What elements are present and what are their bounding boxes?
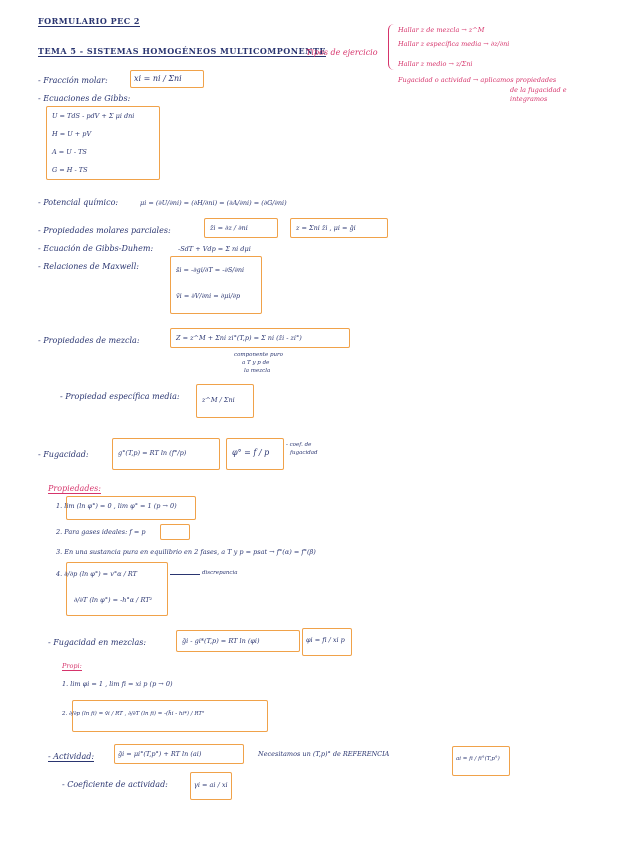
mixing-note-2: a T y p de: [242, 360, 270, 366]
gibbs-duhem-label: - Ecuación de Gibbs-Duhem:: [38, 244, 154, 253]
fugacity-note-1: - coef. de: [286, 442, 312, 448]
maxwell-eq-2: v̄i = ∂V/∂ni = ∂μi/∂p: [176, 292, 241, 300]
exercise-type-3: Hallar z medio → z/Σni: [398, 60, 473, 68]
exercise-type-4-cont: de la fugacidad e: [510, 86, 567, 94]
maxwell-box: [170, 256, 262, 314]
chemical-potential-label: - Potencial químico:: [38, 198, 119, 207]
partial-molar-formula-1: z̄i = ∂z / ∂ni: [210, 224, 248, 232]
exercise-type-1: Hallar z de mezcla → z^M: [398, 26, 485, 34]
partial-molar-label: - Propiedades molares parciales:: [38, 226, 171, 235]
gibbs-label: - Ecuaciones de Gibbs:: [38, 94, 131, 103]
mixture-fugacity-formula-1: ḡi - gi*(T,p) = RT ln (φi): [182, 637, 260, 645]
specific-property-formula: z^M / Σni: [202, 396, 235, 404]
activity-coefficient-label: - Coeficiente de actividad:: [62, 780, 168, 789]
document-title: FORMULARIO PEC 2: [38, 16, 140, 26]
gibbs-duhem-formula: -SdT + Vdp = Σ ni dμi: [178, 245, 251, 253]
mole-fraction-label: - Fracción molar:: [38, 76, 108, 85]
gibbs-eq-h: H = U + pV: [52, 130, 92, 138]
mole-fraction-formula: xi = ni / Σni: [134, 74, 182, 83]
activity-note: Necesitamos un (T,p)° de REFERENCIA: [258, 750, 390, 758]
mixing-note-3: la mezcla: [244, 368, 271, 374]
fugacity-note-2: fugacidad: [290, 450, 318, 456]
propi-1: 1. lim φi = 1 , lim fi = xi p (p → 0): [62, 680, 173, 688]
fugacity-label: - Fugacidad:: [38, 450, 89, 459]
mixing-note-1: componente puro: [234, 352, 283, 358]
property-4b: ∂/∂T (ln φ°) = -h°α / RT²: [74, 596, 153, 604]
maxwell-label: - Relaciones de Maxwell:: [38, 262, 139, 271]
property-2-box: [160, 524, 190, 540]
activity-coefficient-formula: γi = ai / xi: [194, 781, 228, 789]
activity-label: - Actividad:: [48, 752, 95, 761]
properties-heading: Propiedades:: [48, 484, 101, 493]
exercise-types-label: Tipos de ejercicio: [306, 48, 378, 57]
exercise-type-4: Fugacidad o actividad → aplicamos propiedades: [398, 76, 557, 84]
specific-property-label: - Propiedad específica media:: [60, 392, 180, 401]
exercise-type-2: Hallar z específica media → ∂z/∂ni: [398, 40, 510, 48]
topic-heading: TEMA 5 - SISTEMAS HOMOGÉNEOS MULTICOMPONENTE: [38, 46, 326, 56]
gibbs-eq-g: G = H - TS: [52, 166, 88, 174]
propi-2: 2. ∂/∂p (ln fi) = v̄i / RT , ∂/∂T (ln fi) = -(h̄i - hi*) / RT²: [62, 711, 205, 717]
mixing-properties-label: - Propiedades de mezcla:: [38, 336, 140, 345]
mixture-fugacity-formula-2: φi = fi / xi p: [306, 636, 345, 644]
property-1: 1. lim (ln φ°) = 0 , lim φ° = 1 (p → 0): [56, 502, 177, 510]
gibbs-eq-a: A = U - TS: [52, 148, 87, 156]
property-2: 2. Para gases ideales: f = p: [56, 528, 146, 536]
activity-formula-1: ḡi = μi°(T,p°) + RT ln (ai): [118, 750, 202, 758]
mixing-properties-formula: Z = z^M + Σni zi°(T,p) = Σ ni (z̄i - zi°): [176, 334, 302, 342]
activity-formula-2: ai = fi / fi°(T,p°): [456, 756, 500, 762]
property-4a-note: discrepancia: [202, 570, 238, 576]
exercise-types-brace: [388, 24, 394, 70]
propi-heading: Propi:: [62, 662, 82, 670]
property-4a: 4. ∂/∂p (ln φ°) = v°α / RT: [56, 570, 137, 578]
fugacity-formula-2: φ° = f / p: [232, 448, 270, 457]
maxwell-eq-1: s̄i = -∂gi/∂T = -∂S/∂ni: [176, 266, 245, 274]
fugacity-formula-1: g°(T,p) = RT ln (f°/p): [118, 449, 187, 457]
property-3: 3. En una sustancia pura en equilibrio en 2 fases, a T y p = psat → f°(α) = f°(β): [56, 548, 316, 556]
gibbs-eq-u: U = TdS - pdV + Σ μi dni: [52, 112, 135, 120]
mixture-fugacity-label: - Fugacidad en mezclas:: [48, 638, 147, 647]
partial-molar-formula-2: z = Σni z̄i , μi = ḡi: [296, 224, 356, 232]
discrepancy-arrow: [170, 574, 200, 575]
chemical-potential-formula: μi = (∂U/∂ni) = (∂H/∂ni) = (∂A/∂ni) = (∂G/∂ni): [140, 199, 287, 207]
exercise-type-4-cont2: integramos: [510, 95, 548, 103]
